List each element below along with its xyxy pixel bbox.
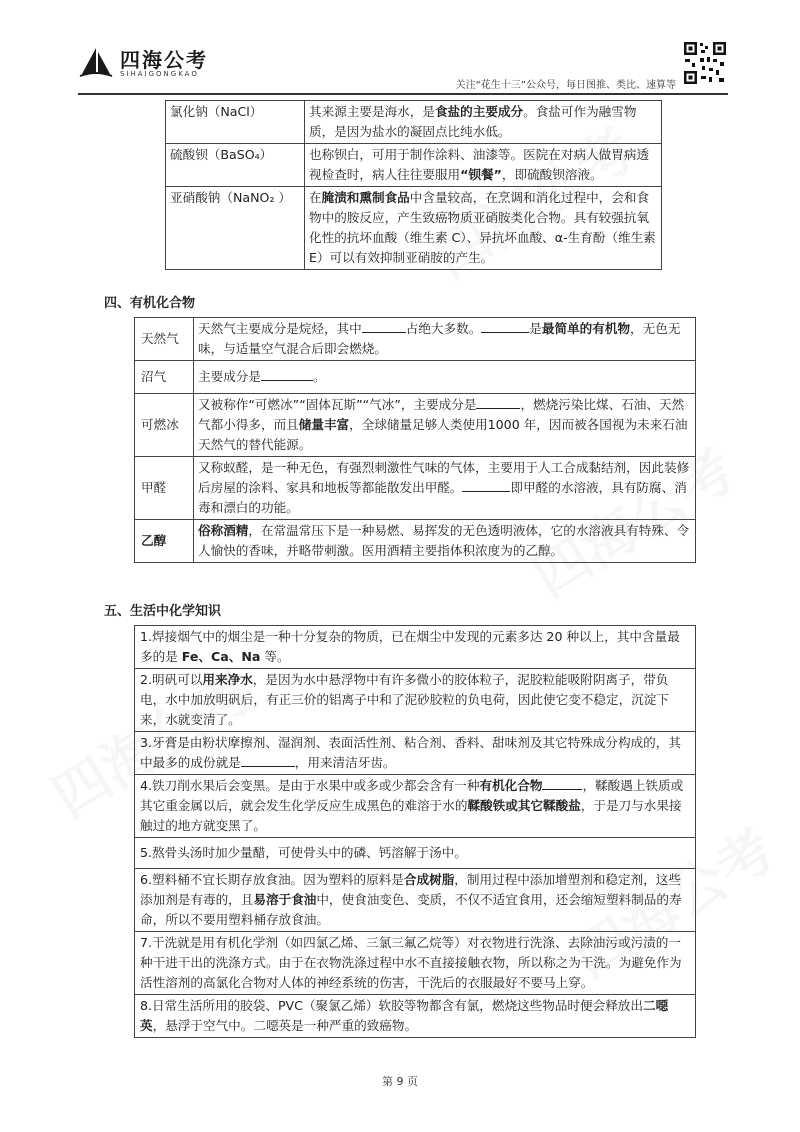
compound-desc: 主要成分是 。 (194, 361, 696, 394)
compound-desc: 又被称作“可燃冰”“固体瓦斯”“气冰”，主要成分是 ，燃烧污染比煤、石油、天然气都小得多，而且储量丰富，全球储量足够人类使用1000 年，因而被各国视为未来石油天然气的替代能源。 (194, 394, 696, 457)
section-title-life-chemistry: 五、生活中化学知识 (104, 604, 222, 619)
organic-table (134, 317, 696, 563)
list-item (135, 775, 696, 838)
compound-desc: 也称钡白，可用于制作涂料、油漆等。医院在对病人做胃病透视检查时，病人往往要服用“钡餐”，即硫酸钡溶液。 (305, 144, 662, 187)
logo-sail-icon (78, 46, 114, 78)
compound-name: 乙醇 (135, 520, 194, 563)
table-row (135, 520, 696, 563)
logo-text: 四海公考 (120, 48, 208, 72)
fact-text: 1.焊接烟气中的烟尘是一种十分复杂的物质，已在烟尘中发现的元素多达 20 种以上，其中含量最多的是 Fe、Ca、Na 等。 (135, 626, 696, 669)
fact-text: 2.明矾可以用来净水，是因为水中悬浮物中有许多微小的胶体粒子，泥胶粒能吸附阴离子，带负电，水中加放明矾后，有正三价的铝离子中和了泥砂胶粒的负电荷，因此使它变不稳定，沉淀下来，水就变清了。 (135, 669, 696, 732)
list-item (135, 626, 696, 669)
table-row (135, 457, 696, 520)
qr-code-icon[interactable] (682, 40, 728, 86)
compound-desc: 其来源主要是海水，是食盐的主要成分。食盐可作为融雪物质，是因为盐水的凝固点比纯水低。 (305, 101, 662, 144)
inorganic-table (165, 100, 662, 270)
table-row (135, 394, 696, 457)
compound-name: 硫酸钡（BaSO₄） (166, 144, 305, 187)
list-item (135, 669, 696, 732)
page-header (78, 40, 728, 92)
header-note: 关注“花生十三”公众号，每日图推、类比、速算等 (455, 80, 676, 91)
compound-desc: 俗称酒精，在常温常压下是一种易燃、易挥发的无色透明液体，它的水溶液具有特殊、令人愉快的香味，并略带刺激。医用酒精主要指体积浓度为的乙醇。 (194, 520, 696, 563)
logo-subtitle: SIHAIGONGKAO (120, 70, 199, 78)
list-item (135, 869, 696, 932)
fact-text: 8.日常生活所用的胶袋、PVC（聚氯乙烯）软胶等物都含有氯，燃烧这些物品时便会释放出二噁英，悬浮于空气中。二噁英是一种严重的致癌物。 (135, 995, 696, 1038)
list-item (135, 995, 696, 1038)
life-chemistry-table (134, 625, 696, 1038)
compound-name: 亚硝酸钠（NaNO₂ ） (166, 187, 305, 270)
list-item (135, 838, 696, 869)
table-row (166, 101, 662, 144)
section-title-organic: 四、有机化合物 (104, 296, 196, 311)
compound-name: 沼气 (135, 361, 194, 394)
fact-text: 3.牙膏是由粉状摩擦剂、湿润剂、表面活性剂、粘合剂、香料、甜味剂及其它特殊成分构成的，其中最多的成份就是 ，用来清洁牙齿。 (135, 732, 696, 775)
fact-text: 5.熬骨头汤时加少量醋，可使骨头中的磷、钙溶解于汤中。 (135, 838, 696, 869)
compound-name: 可燃冰 (135, 394, 194, 457)
header-divider (78, 93, 728, 95)
page-number: 第 9 页 (382, 1075, 418, 1088)
list-item (135, 732, 696, 775)
compound-desc: 又称蚁醛，是一种无色，有强烈刺激性气味的气体，主要用于人工合成黏结剂，因此装修后房屋的涂料、家具和地板等都能散发出甲醛。 即甲醛的水溶液，具有防腐、消毒和漂白的功能。 (194, 457, 696, 520)
compound-name: 甲醛 (135, 457, 194, 520)
fact-text: 4.铁刀削水果后会变黑。是由于水果中或多或少都会含有一种有机化合物 ，鞣酸遇上铁质或其它重金属以后，就会发生化学反应生成黑色的难溶于水的鞣酸铁或其它鞣酸盐，于是刀与水果接触过的地方就变黑了。 (135, 775, 696, 838)
table-row (166, 187, 662, 270)
list-item (135, 932, 696, 995)
table-row (166, 144, 662, 187)
table-row (135, 361, 696, 394)
fact-text: 6.塑料桶不宜长期存放食油。因为塑料的原料是合成树脂，制用过程中添加增塑剂和稳定剂，这些添加剂是有毒的，且易溶于食油中，使食油变色、变质，不仅不适宜食用，还会缩短塑料制品的寿命，所以不要用塑料桶存放食油。 (135, 869, 696, 932)
fact-text: 7.干洗就是用有机化学剂（如四氯乙烯、三氯三氟乙烷等）对衣物进行洗涤、去除油污或污渍的一种干进干出的洗涤方式。由于在衣物洗涤过程中水不直接接触衣物，所以称之为干洗。为避免作为活性溶剂的高氯化合物对人体的神经系统的伤害，干洗后的衣服最好不要马上穿。 (135, 932, 696, 995)
compound-name: 天然气 (135, 318, 194, 361)
compound-desc: 天然气主要成分是烷烃，其中 占绝大多数。 是最简单的有机物，无色无味，与适量空气混合后即会燃烧。 (194, 318, 696, 361)
compound-name: 氯化钠（NaCl） (166, 101, 305, 144)
compound-desc: 在腌渍和熏制食品中含量较高，在烹调和消化过程中，会和食物中的胺反应，产生致癌物质亚硝胺类化合物。具有较强抗氧化性的抗坏血酸（维生素 C）、异抗坏血酸、α-生育酚（维生素 E）可以有效抑制亚硝胺的产生。 (305, 187, 662, 270)
table-row (135, 318, 696, 361)
